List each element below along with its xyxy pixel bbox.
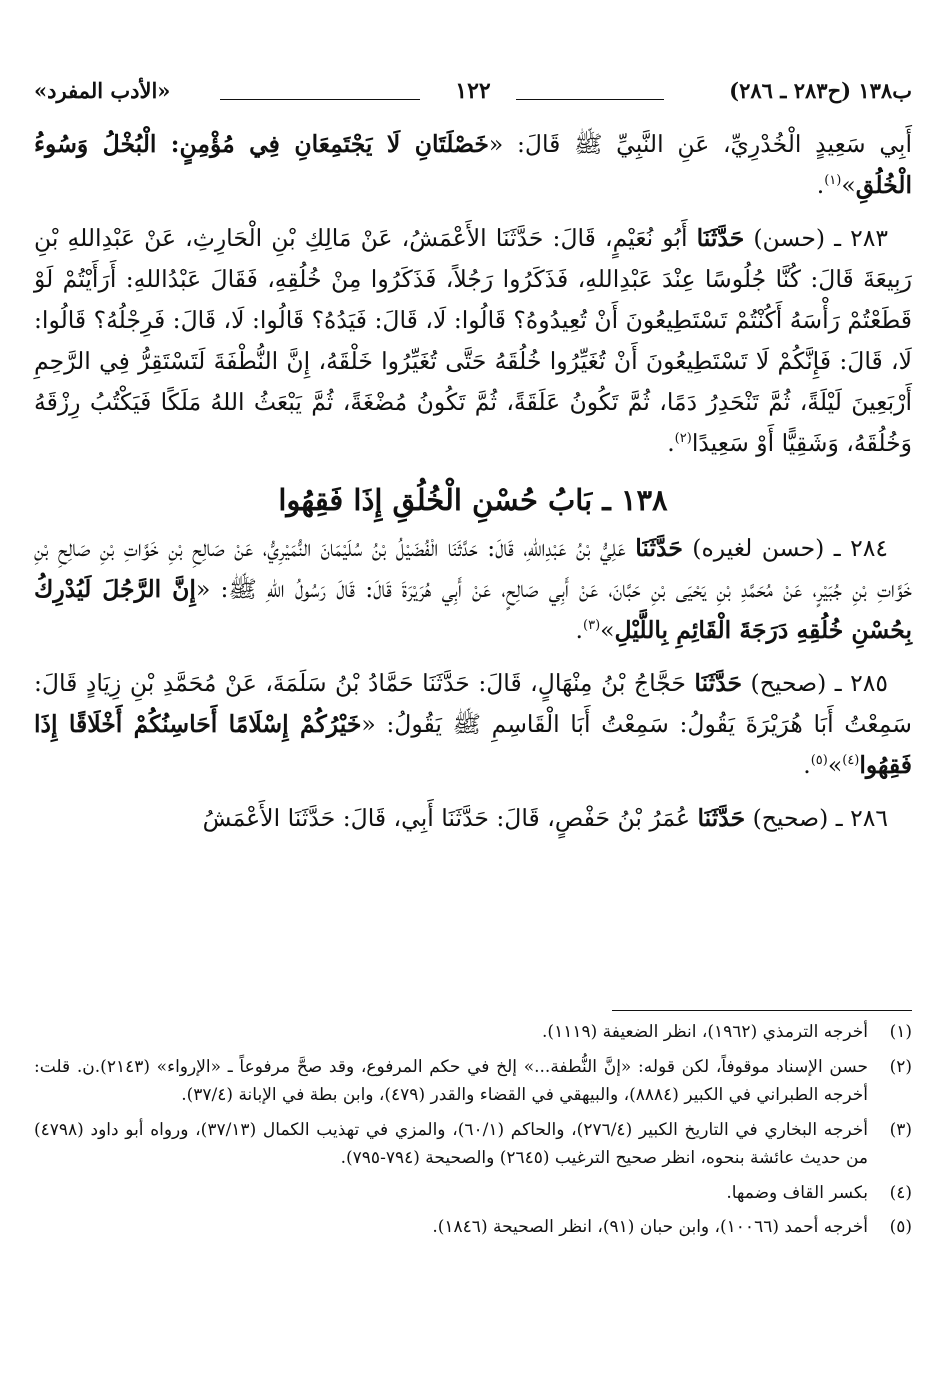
- footnote-text: أخرجه أحمد (١٠٠٦٦)، وابن حبان (٩١)، انظر الصحيحة (١٨٤٦).: [432, 1217, 868, 1237]
- page-number: ١٢٢: [455, 78, 491, 104]
- hadith-text-bold: إِنَّ الرَّجُلَ لَيُدْرِكُ بِحُسْنِ خُلُقِهِ دَرَجَةَ الْقَائِمِ بِاللَّيْلِ: [34, 575, 912, 644]
- chapter-title: ١٣٨ ـ بَابُ حُسْنِ الْخُلُقِ إِذَا فَقِهُوا: [278, 483, 668, 517]
- hadith-number: ٢٨٣ ـ (حسن): [744, 224, 888, 252]
- footnote-ref[interactable]: (٤): [842, 753, 860, 769]
- hadith-text-bold: خَصْلَتَانِ لَا يَجْتَمِعَانِ فِي مُؤْمِنٍ: الْبُخْلُ وَسُوءُ الْخُلُقِ: [34, 130, 912, 199]
- footnote-number: (٥): [889, 1217, 912, 1237]
- footnote-number: (٤): [889, 1182, 912, 1203]
- footnote-number: (٣): [889, 1119, 912, 1140]
- hadith-number: ٢٨٤ ـ (حسن لغيره): [682, 534, 888, 562]
- footnote-ref[interactable]: (١): [824, 173, 842, 189]
- hadith-285: ٢٨٥ ـ (صحيح) حَدَّثَنَا حَجَّاجُ بْنُ مِنْهَالٍ، قَالَ: حَدَّثَنَا حَمَّادُ بْنُ سَلَمَةَ، عَنْ مُحَمَّدِ بْنِ زِيَادٍ قَالَ: سَمِعْتُ أَبَا هُرَيْرَةَ يَقُولُ: سَمِعْتُ أَبَا الْقَاسِمِ ﷺ يَقُولُ: «خَيْرُكُمْ إِسْلَامًا أَحَاسِنُكُمْ أَخْلَاقًا إِذَا فَقِهُوا$^{(٤)}$»$^{(٥)}$.: [34, 669, 912, 779]
- page-header: [34, 78, 912, 114]
- hadith-283: ٢٨٣ ـ (حسن) حَدَّثَنَا أَبُو نُعَيْمٍ، قَالَ: حَدَّثَنَا الأَعْمَشُ، عَنْ مَالِكِ بْنِ الْحَارِثِ، عَنْ عَبْدِاللهِ بْنِ رَبِيعَةَ قَالَ: كُنَّا جُلُوسًا عِنْدَ عَبْدِاللهِ، فَذَكَرُوا رَجُلاً، فَذَكَرُوا مِنْ خُلُقِهِ، فَقَالَ عَبْدُاللهِ: أَرَأَيْتُمْ لَوْ قَطَعْتُمْ رَأْسَهُ أَكُنْتُمْ تَسْتَطِيعُونَ أَنْ تُعِيدُوهُ؟ قَالُوا: لَا، قَالَ: فَيَدُهُ؟ قَالُوا: لَا، قَالَ: فَرِجْلُهُ؟ قَالُوا: لَا، قَالَ: فَإِنَّكُمْ لَا تَسْتَطِيعُونَ أَنْ تُغَيِّرُوا خُلُقَهُ حَتَّى تُغَيِّرُوا خَلْقَهُ، إِنَّ النُّطْفَةَ لَتَسْتَقِرُّ فِي الرَّحِمِ أَرْبَعِينَ لَيْلَةً، ثُمَّ تَنْحَدِرُ دَمًا، ثُمَّ تَكُونُ عَلَقَةً، ثُمَّ تَكُونُ مُضْغَةً، ثُمَّ يَبْعَثُ اللهُ مَلَكًا فَيَكْتُبُ رِزْقَهُ وَخُلُقَهُ، وَشَقِيًّا أَوْ سَعِيدًا$^{(٢)}$.: [34, 224, 912, 457]
- header-rule-left: [220, 99, 420, 100]
- footnote-text: أخرجه البخاري في التاريخ الكبير (٢٧٦/٤)، والحاكم (٦٠/١)، والمزي في تهذيب الكمال (٣٧/١٣)، ورواه أبو داود (٤٧٩٨) من حديث عائشة بنحوه، انظر صحيح الترغيب (٢٦٤٥) والصحيحة (٧٩٤-٧٩٥).: [34, 1119, 869, 1168]
- hadith-number: ٢٨٥ ـ (صحيح): [742, 669, 889, 697]
- header-rule-right: [516, 99, 664, 100]
- footnote-text: بكسر القاف وضمها.: [726, 1182, 868, 1203]
- footnote-number: (١): [889, 1022, 912, 1042]
- footnote-text: أخرجه الترمذي (١٩٦٢)، انظر الضعيفة (١١١٩).: [542, 1022, 868, 1042]
- footnote-ref[interactable]: (٣): [583, 618, 601, 634]
- footnote-4: [34, 1179, 912, 1208]
- footnotes: [34, 1018, 912, 1248]
- main-text: [34, 124, 912, 851]
- footnote-ref[interactable]: (٥): [810, 753, 828, 769]
- footnote-5: [34, 1213, 912, 1242]
- footnote-ref[interactable]: (٢): [674, 431, 692, 447]
- chapter-reference: ب١٣٨ (ح٢٨٣ ـ ٢٨٦): [729, 78, 912, 103]
- footnote-1: [34, 1018, 912, 1047]
- hadith-number: ٢٨٦ ـ (صحيح): [745, 804, 888, 832]
- hadith-text-bold: خَيْرُكُمْ إِسْلَامًا أَحَاسِنُكُمْ أَخْلَاقًا إِذَا فَقِهُوا: [34, 710, 912, 779]
- footnote-3: [34, 1116, 912, 1173]
- footnote-separator: [612, 1010, 912, 1011]
- hadith-286: ٢٨٦ ـ (صحيح) حَدَّثَنَا عُمَرُ بْنُ حَفْصٍ، قَالَ: حَدَّثَنَا أَبِي، قَالَ: حَدَّثَنَا الأَعْمَشُ: [202, 804, 888, 832]
- footnote-text: حسن الإسناد موقوفاً، لكن قوله: «إنَّ النُّطفة...» إلخ في حكم المرفوع، وقد صحَّ مرفوعاً ـ «الإرواء» (٢١٤٣).ن. قلت: أخرجه الطبراني في الكبير (٨٨٨٤)، والبيهقي في القضاء والقدر (٤٧٩)، وابن بطة في الإبانة (٣٧/٤).: [34, 1056, 868, 1105]
- hadith-284: ٢٨٤ ـ (حسن لغيره) حَدَّثَنَا عَلِيُّ بْنُ عَبْدِاللهِ، قَالَ: حَدَّثَنَا الْفُضَيْلُ بْنُ سُلَيْمَانَ النُّمَيْرِيُّ، عَنْ صَالِحِ بْنِ خَوَّاتِ بْنِ صَالِحِ بْنِ خَوَّاتِ بْنِ جُبَيْرٍ، عَنْ مُحَمَّدِ بْنِ يَحْيَى بْنِ حَبَّانَ، عَنْ أَبِي صَالِحٍ، عَنْ أَبِي هُرَيْرَةَ قَالَ: قَالَ رَسُولُ اللهِ ﷺ: «إِنَّ الرَّجُلَ لَيُدْرِكُ بِحُسْنِ خُلُقِهِ دَرَجَةَ الْقَائِمِ بِاللَّيْلِ»$^{(٣)}$.: [34, 534, 913, 644]
- footnote-2: [34, 1053, 912, 1110]
- hadith-282-continuation: أَبِي سَعِيدٍ الْخُدْرِيِّ، عَنِ النَّبِيِّ ﷺ قَالَ: «خَصْلَتَانِ لَا يَجْتَمِعَانِ فِي مُؤْمِنٍ: الْبُخْلُ وَسُوءُ الْخُلُقِ»$^{(١)}$.: [34, 130, 912, 199]
- footnote-number: (٢): [889, 1056, 912, 1077]
- book-title: «الأدب المفرد»: [34, 78, 171, 103]
